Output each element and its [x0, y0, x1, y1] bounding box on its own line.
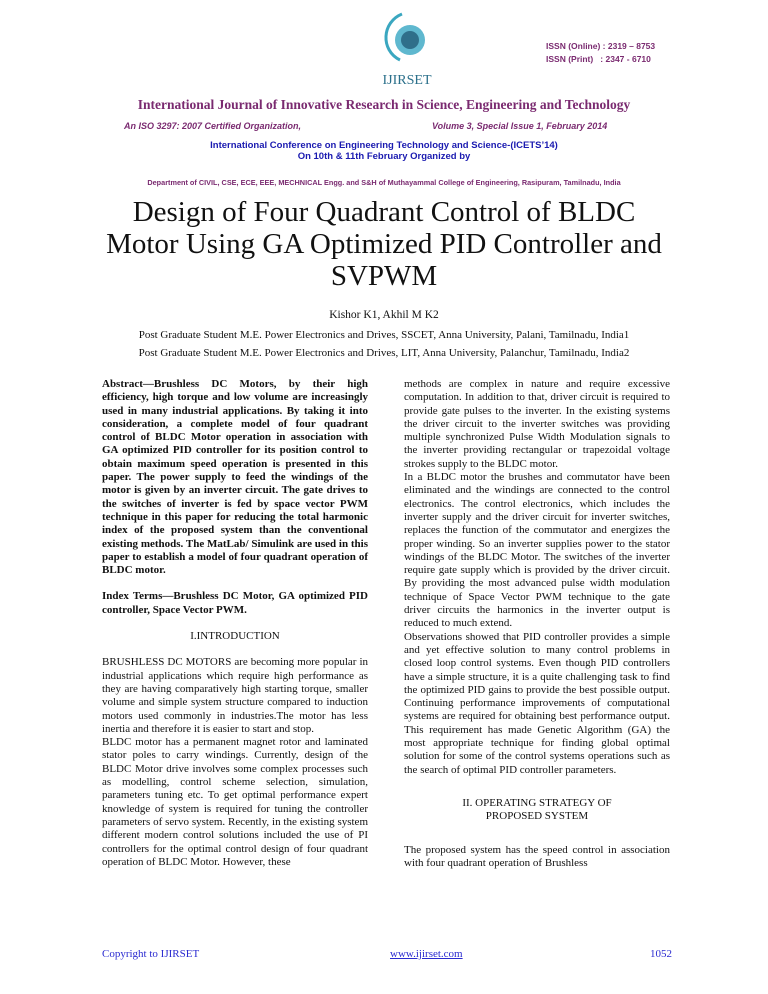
volume-info: Volume 3, Special Issue 1, February 2014 [432, 121, 608, 131]
issn-print: ISSN (Print) : 2347 - 6710 [546, 54, 651, 64]
conference-info [0, 140, 768, 162]
section-heading-operating-strategy: II. OPERATING STRATEGY OF PROPOSED SYSTEM [462, 796, 612, 823]
abstract: Abstract—Brushless DC Motors, by their high efficiency, high torque and low volume are increasingly used in many industrial applications. By taking it into consideration, a complete model of four quadrant control of BLDC Motor operation in association with GA optimized PID controller for its position control to obtain maximum speed operation is presented in this paper. The power supply to feed the windings of the motor is given by an inverter circuit. The gate drives to the switches of inverter is fed by space vector PWM technique in this paper for reducing the total harmonic index of the proposed system than the conventional existing methods. The MatLab/ Simulink are used in this paper to establish a model of four quadrant operation of BLDC motor. [102, 378, 368, 577]
conference-dates: On 10th & 11th February Organized by [297, 151, 471, 162]
footer-copyright: Copyright to IJIRSET [102, 948, 200, 960]
affiliation-2: Post Graduate Student M.E. Power Electronics and Drives, LIT, Anna University, Palanchur, Tamilnadu, India2 [138, 347, 630, 359]
ijirset-logo [372, 10, 442, 88]
conference-name: International Conference on Engineering Technology and Science-(ICETS’14) [210, 140, 558, 151]
footer-website-link[interactable]: www.ijirset.com [390, 948, 463, 960]
svg-text:IJIRSET: IJIRSET [382, 73, 432, 88]
index-terms: Index Terms—Brushless DC Motor, GA optimized PID controller, Space Vector PWM. [102, 590, 368, 616]
intro-paragraph: BRUSHLESS DC MOTORS are becoming more popular in industrial applications which require high performance as they are having comparatively high starting torque, smaller volume and simple system structure compared to induction motors used commonly in industries.The motor has less inertia and therefore it is easier to start and stop. [102, 656, 368, 735]
journal-title: International Journal of Innovative Research in Science, Engineering and Technology [137, 97, 631, 112]
paper-title: Design of Four Quadrant Control of BLDC Motor Using GA Optimized PID Controller and SVPWM [106, 196, 662, 292]
body-paragraph: In a BLDC motor the brushes and commutator have been eliminated and the windings are connected to the control electronics. The control electronics, which includes the inverter supply and the driver circuit for inverter switches, replaces the function of the commutator and energizes the proper winding. So an inverter supplies power to the stator windings of the BLDC Motor. The switches of the inverter require gate supply which is provided by the driver circuit. By providing the most advanced pulse width modulation technique of Space Vector PWM technique to the gate driver circuits the harmonics in the inverter output is reduced to much extend. [404, 471, 670, 630]
department: Department of CIVIL, CSE, ECE, EEE, MECHNICAL Engg. and S&H of Muthayammal College of Engineering, Rasipuram, Tamilnadu, India [147, 178, 621, 187]
intro-paragraph: BLDC motor has a permanent magnet rotor and laminated stator poles to carry windings. Currently, design of the BLDC Motor drive involves some complex processes such as modelling, control scheme selection, simulation, parameters tuning etc. To get optimal performance expert knowledge of system is required for tuning the controller parameters of servo system. Recently, in the existing system different modern control solutions included the use of PI controllers for the optimal control design of four quadrant operation of BLDC Motor. However, these [102, 736, 368, 868]
section-heading-introduction: I.INTRODUCTION [190, 630, 280, 643]
issn-block [546, 40, 655, 66]
page-number: 1052 [650, 948, 672, 960]
certification: An ISO 3297: 2007 Certified Organization, [124, 121, 302, 131]
body-paragraph: methods are complex in nature and require excessive computation. In addition to that, driver circuit is required to provide gate pulses to the inverter. In the existing systems the driver circuit to the inverter switches was providing multiple synchronized Pulse Width Modulation signals to the inverter providing rectangular or trapezoidal voltage strokes supply to the BLDC motor. [404, 378, 670, 470]
affiliation-1: Post Graduate Student M.E. Power Electronics and Drives, SSCET, Anna University, Palani, Tamilnadu, India1 [138, 329, 630, 341]
body-paragraph: Observations showed that PID controller provides a simple and yet effective solution to many control problems in closed loop control systems. Even though PID controllers have a simple structure, it is a quite challenging task to find the optimized PID gains to provide the best possible output. Continuing performance improvements of computational systems are required for obtaining best performance output. This requirement has made Genetic Algorithm (GA) the most appropriate technique for finding global optimal solution for some of the control systems operations such as the search of optimal PID controller parameters. [404, 630, 670, 776]
body-paragraph: The proposed system has the speed control in association with four quadrant operation of Brushless [404, 843, 670, 869]
left-column [102, 378, 368, 869]
authors: Kishor K1, Akhil M K2 [329, 309, 439, 321]
issn-online: ISSN (Online) : 2319 – 8753 [546, 41, 656, 51]
right-column [404, 378, 670, 870]
